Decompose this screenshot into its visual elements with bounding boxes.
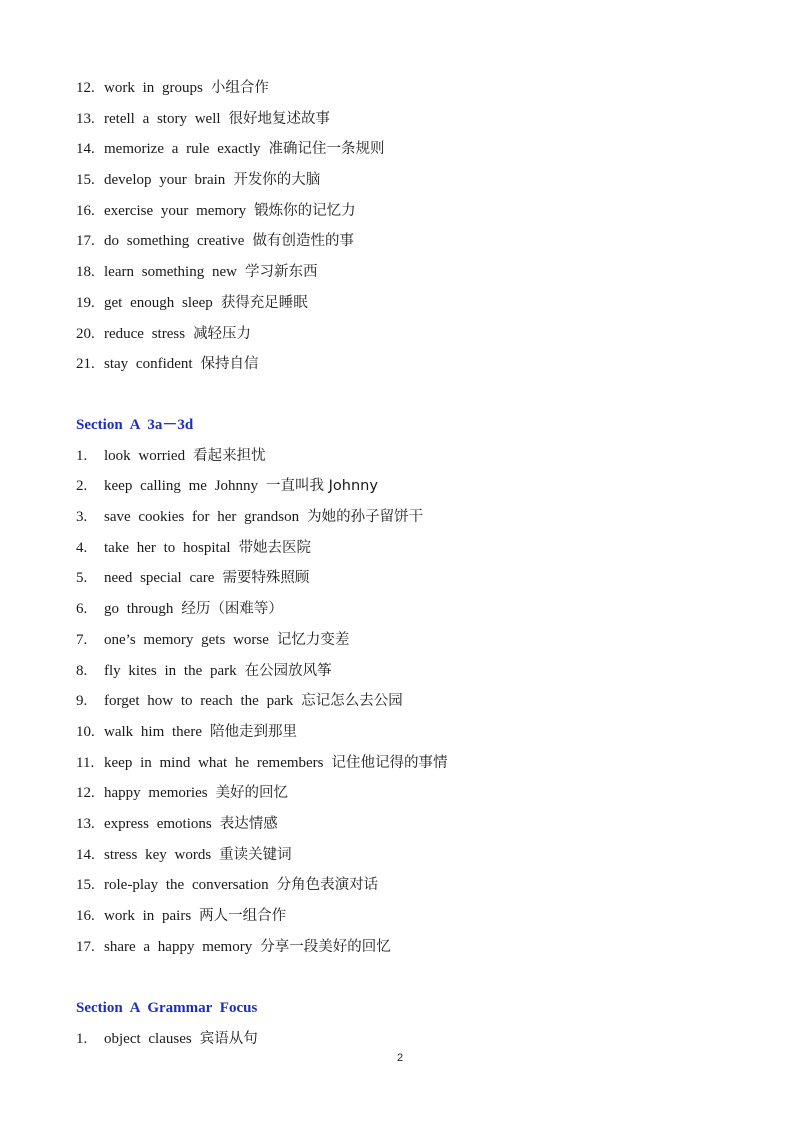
item-number: 10. <box>76 723 95 740</box>
chinese-meaning: 准确记住一条规则 <box>268 141 385 158</box>
list-item <box>76 199 756 230</box>
item-number: 11. <box>76 754 95 771</box>
english-phrase: share a happy memory <box>104 938 253 955</box>
chinese-meaning: 忘记怎么去公园 <box>301 693 403 710</box>
list-item <box>76 720 756 751</box>
english-phrase: go through <box>104 601 174 618</box>
chinese-meaning: 经历（困难等） <box>181 601 283 618</box>
chinese-meaning: 记忆力变差 <box>276 631 350 648</box>
list-item <box>76 597 756 628</box>
english-phrase: keep in mind what he remembers <box>104 754 324 771</box>
item-number: 9. <box>76 693 88 710</box>
list-item <box>76 904 756 935</box>
chinese-meaning: 学习新东西 <box>244 264 318 281</box>
item-number: 3. <box>76 509 88 526</box>
item-number: 7. <box>76 631 88 648</box>
list-item <box>76 505 756 536</box>
english-phrase: reduce stress <box>104 325 186 342</box>
english-phrase: keep calling me Johnny <box>104 478 259 495</box>
english-phrase: stay confident <box>104 356 193 373</box>
item-number: 17. <box>76 233 95 250</box>
item-number: 12. <box>76 80 95 96</box>
item-number: 14. <box>76 141 95 158</box>
list-item <box>76 751 756 782</box>
chinese-meaning: 美好的回忆 <box>215 785 289 802</box>
list-item <box>76 444 756 475</box>
item-number: 2. <box>76 478 88 495</box>
english-phrase: stress key words <box>104 846 212 863</box>
chinese-meaning: 分角色表演对话 <box>276 877 379 894</box>
list-item <box>76 76 756 107</box>
chinese-meaning: 开发你的大脑 <box>233 172 321 189</box>
chinese-meaning: 重读关键词 <box>219 846 292 863</box>
item-number: 19. <box>76 294 95 311</box>
item-number: 8. <box>76 662 88 679</box>
chinese-meaning: 宾语从句 <box>199 1030 258 1047</box>
chinese-meaning: 锻炼你的记忆力 <box>254 202 356 219</box>
english-phrase: need special care <box>104 570 215 587</box>
english-phrase: express emotions <box>104 815 212 832</box>
english-phrase: work in groups <box>104 80 203 96</box>
english-phrase: take her to hospital <box>104 539 231 556</box>
chinese-meaning: 两人一组合作 <box>199 908 287 924</box>
list-item <box>76 229 756 260</box>
item-number: 13. <box>76 815 95 832</box>
item-number: 20. <box>76 325 95 342</box>
list-item <box>76 322 756 353</box>
chinese-meaning: 陪他走到那里 <box>209 723 297 740</box>
english-phrase: develop your brain <box>104 172 226 189</box>
english-phrase: get enough sleep <box>104 294 213 311</box>
chinese-meaning: 小组合作 <box>210 80 269 96</box>
item-number: 6. <box>76 601 88 618</box>
chinese-meaning: 在公园放风筝 <box>244 662 332 679</box>
english-phrase: happy memories <box>104 785 208 802</box>
chinese-meaning: 保持自信 <box>200 356 259 373</box>
section-3a-3d <box>76 413 756 965</box>
chinese-meaning: 很好地复述故事 <box>228 110 331 127</box>
english-phrase: one’s memory gets worse <box>104 631 269 648</box>
item-number: 5. <box>76 570 88 587</box>
item-number: 16. <box>76 202 95 219</box>
chinese-meaning: 做有创造性的事 <box>252 233 354 250</box>
list-item <box>76 689 756 720</box>
list-item <box>76 168 756 199</box>
chinese-meaning: 表达情感 <box>219 815 278 832</box>
list-item <box>76 474 756 505</box>
english-phrase: walk him there <box>104 723 202 740</box>
list-item <box>76 291 756 322</box>
english-phrase: exercise your memory <box>104 202 247 219</box>
item-number: 1. <box>76 447 88 464</box>
item-number: 15. <box>76 172 95 189</box>
chinese-meaning: 看起来担忧 <box>193 447 266 464</box>
english-phrase: forget how to reach the park <box>104 693 294 710</box>
list-item <box>76 812 756 843</box>
chinese-meaning: 为她的孙子留饼干 <box>307 509 424 526</box>
chinese-meaning: 需要特殊照顾 <box>222 570 310 587</box>
item-number: 12. <box>76 785 95 802</box>
list-item <box>76 260 756 291</box>
chinese-meaning: 减轻压力 <box>193 325 252 342</box>
english-phrase: work in pairs <box>104 908 192 924</box>
section-heading: Section A 3a－3d <box>76 417 194 433</box>
phrase-list-continued <box>76 76 756 383</box>
list-item <box>76 566 756 597</box>
list-item <box>76 781 756 812</box>
item-number: 15. <box>76 877 95 894</box>
section-grammar-focus <box>76 996 756 1057</box>
list-item <box>76 137 756 168</box>
item-number: 4. <box>76 539 88 556</box>
list-item <box>76 352 756 383</box>
item-number: 13. <box>76 110 95 127</box>
item-number: 16. <box>76 908 95 924</box>
list-item <box>76 628 756 659</box>
page-number: 2 <box>396 1052 404 1064</box>
english-phrase: role-play the conversation <box>104 877 269 894</box>
english-phrase: learn something new <box>104 264 237 281</box>
english-phrase: object clauses <box>104 1030 192 1047</box>
chinese-meaning: 记住他记得的事情 <box>331 754 448 771</box>
list-item <box>76 873 756 904</box>
list-item <box>76 843 756 874</box>
item-number: 18. <box>76 264 95 281</box>
english-phrase: do something creative <box>104 233 245 250</box>
item-number: 21. <box>76 356 95 373</box>
english-phrase: save cookies for her grandson <box>104 509 300 526</box>
list-item <box>76 536 756 567</box>
list-item <box>76 659 756 690</box>
chinese-meaning: 带她去医院 <box>238 539 312 556</box>
section-heading: Section A Grammar Focus <box>76 1000 258 1016</box>
english-phrase: fly kites in the park <box>104 662 237 679</box>
chinese-meaning: 获得充足睡眠 <box>220 294 308 311</box>
english-phrase: look worried <box>104 447 186 464</box>
chinese-meaning: 一直叫我 Johnny <box>266 478 378 495</box>
english-phrase: memorize a rule exactly <box>104 141 261 158</box>
list-item <box>76 935 756 966</box>
english-phrase: retell a story well <box>104 110 221 127</box>
chinese-meaning: 分享一段美好的回忆 <box>260 938 391 955</box>
item-number: 1. <box>76 1030 88 1047</box>
item-number: 14. <box>76 846 95 863</box>
item-number: 17. <box>76 938 95 955</box>
list-item <box>76 107 756 138</box>
